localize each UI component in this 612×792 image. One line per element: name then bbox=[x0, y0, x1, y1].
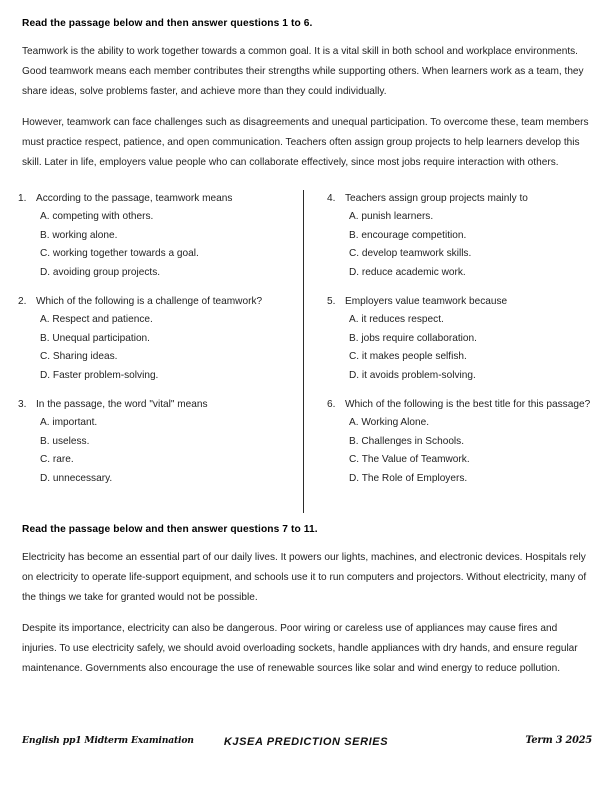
question-1-option-c[interactable]: C. working together towards a goal. bbox=[40, 248, 199, 260]
question-3-option-c[interactable]: C. rare. bbox=[40, 454, 74, 466]
question-5-stem: Employers value teamwork because bbox=[345, 296, 508, 308]
question-4-option-c[interactable]: C. develop teamwork skills. bbox=[349, 248, 472, 260]
question-4-option-a[interactable]: A. punish learners. bbox=[349, 211, 434, 223]
question-6-option-c[interactable]: C. The Value of Teamwork. bbox=[349, 454, 470, 466]
section-1-heading: Read the passage below and then answer questions 1 to 6. bbox=[22, 18, 313, 29]
question-1-option-b[interactable]: B. working alone. bbox=[40, 229, 118, 241]
question-2-option-a[interactable]: A. Respect and patience. bbox=[40, 314, 153, 326]
page-footer bbox=[0, 735, 612, 761]
question-3-stem: In the passage, the word "vital" means bbox=[36, 399, 208, 411]
question-2-stem: Which of the following is a challenge of teamwork? bbox=[36, 296, 263, 308]
question-5-option-b[interactable]: B. jobs require collaboration. bbox=[349, 332, 477, 344]
passage-2-paragraph-2: Despite its importance, electricity can also be dangerous. Poor wiring or careless use of appliances may cause fires and injuries. To use electricity safely, we should avoid overloading sockets, handle appliances with dry hands, and ensure regular maintenance. Governments also encourage the use of renewable sources like solar and wind energy to reduce pollution. bbox=[22, 622, 578, 675]
question-1 bbox=[18, 190, 290, 282]
question-6 bbox=[327, 396, 595, 488]
question-5-option-d[interactable]: D. it avoids problem-solving. bbox=[349, 369, 476, 381]
footer-series-name: KJSEA PREDICTION SERIES bbox=[223, 736, 389, 748]
question-5-option-c[interactable]: C. it makes people selfish. bbox=[349, 351, 467, 363]
question-6-stem: Which of the following is the best title for this passage? bbox=[345, 399, 591, 411]
question-5-options bbox=[345, 311, 595, 385]
question-4-option-d[interactable]: D. reduce academic work. bbox=[349, 266, 466, 278]
passage-2-paragraph-1: Electricity has become an essential part of our daily lives. It powers our lights, machines, and electronic devices. Hospitals rely on electricity to operate life-support equipment, and schools use it to run computers and projectors. Without electricity, many of the things we take for granted would not be possible. bbox=[22, 552, 587, 604]
question-4 bbox=[327, 190, 595, 282]
column-divider bbox=[303, 190, 304, 513]
question-3-option-d[interactable]: D. unnecessary. bbox=[40, 472, 113, 484]
question-2-number: 2. bbox=[18, 296, 27, 308]
question-1-number: 1. bbox=[18, 193, 27, 204]
question-2-option-d[interactable]: D. Faster problem-solving. bbox=[40, 369, 159, 381]
question-5-number: 5. bbox=[327, 296, 336, 308]
questions-column-left bbox=[18, 190, 290, 488]
question-4-stem: Teachers assign group projects mainly to bbox=[345, 193, 528, 204]
question-2 bbox=[18, 293, 290, 385]
questions-column-right bbox=[327, 190, 595, 488]
question-6-number: 6. bbox=[327, 399, 336, 411]
footer-exam-title: English pp1 Midterm Examination bbox=[22, 735, 194, 746]
passage-2 bbox=[22, 548, 592, 679]
question-6-options bbox=[345, 414, 595, 488]
question-1-options bbox=[36, 208, 290, 282]
question-3-option-a[interactable]: A. important. bbox=[40, 417, 98, 429]
question-4-options bbox=[345, 208, 595, 282]
question-1-option-d[interactable]: D. avoiding group projects. bbox=[40, 266, 161, 278]
passage-1 bbox=[22, 42, 592, 173]
passage-1-paragraph-2: However, teamwork can face challenges such as disagreements and unequal participation. To overcome these, team members must practice respect, patience, and open communication. Teachers often assign group projects to help learners develop this skill. Later in life, employers value people who can collaborate effectively, since most jobs require interaction with others. bbox=[22, 116, 589, 169]
question-1-stem: According to the passage, teamwork means bbox=[36, 193, 233, 204]
question-6-option-b[interactable]: B. Challenges in Schools. bbox=[349, 435, 465, 447]
question-5 bbox=[327, 293, 595, 385]
question-1-option-a[interactable]: A. competing with others. bbox=[40, 211, 154, 223]
question-5-option-a[interactable]: A. it reduces respect. bbox=[349, 314, 444, 326]
question-4-option-b[interactable]: B. encourage competition. bbox=[349, 229, 467, 241]
passage-1-paragraph-1: Teamwork is the ability to work together towards a common goal. It is a vital skill in both school and workplace environments. Good teamwork means each member contributes their strengths while supporting others. When learners work as a team, they share ideas, solve problems faster, and achieve more than they could individually. bbox=[22, 46, 584, 98]
question-3-options bbox=[36, 414, 290, 488]
question-2-option-c[interactable]: C. Sharing ideas. bbox=[40, 351, 118, 363]
question-6-option-d[interactable]: D. The Role of Employers. bbox=[349, 472, 468, 484]
question-3 bbox=[18, 396, 290, 488]
footer-term-year: Term 3 2025 bbox=[525, 735, 592, 746]
question-3-number: 3. bbox=[18, 399, 27, 411]
question-2-options bbox=[36, 311, 290, 385]
question-6-option-a[interactable]: A. Working Alone. bbox=[349, 417, 430, 429]
question-2-option-b[interactable]: B. Unequal participation. bbox=[40, 332, 150, 344]
question-3-option-b[interactable]: B. useless. bbox=[40, 435, 90, 447]
question-4-number: 4. bbox=[327, 193, 336, 204]
section-2-heading: Read the passage below and then answer questions 7 to 11. bbox=[22, 524, 318, 535]
